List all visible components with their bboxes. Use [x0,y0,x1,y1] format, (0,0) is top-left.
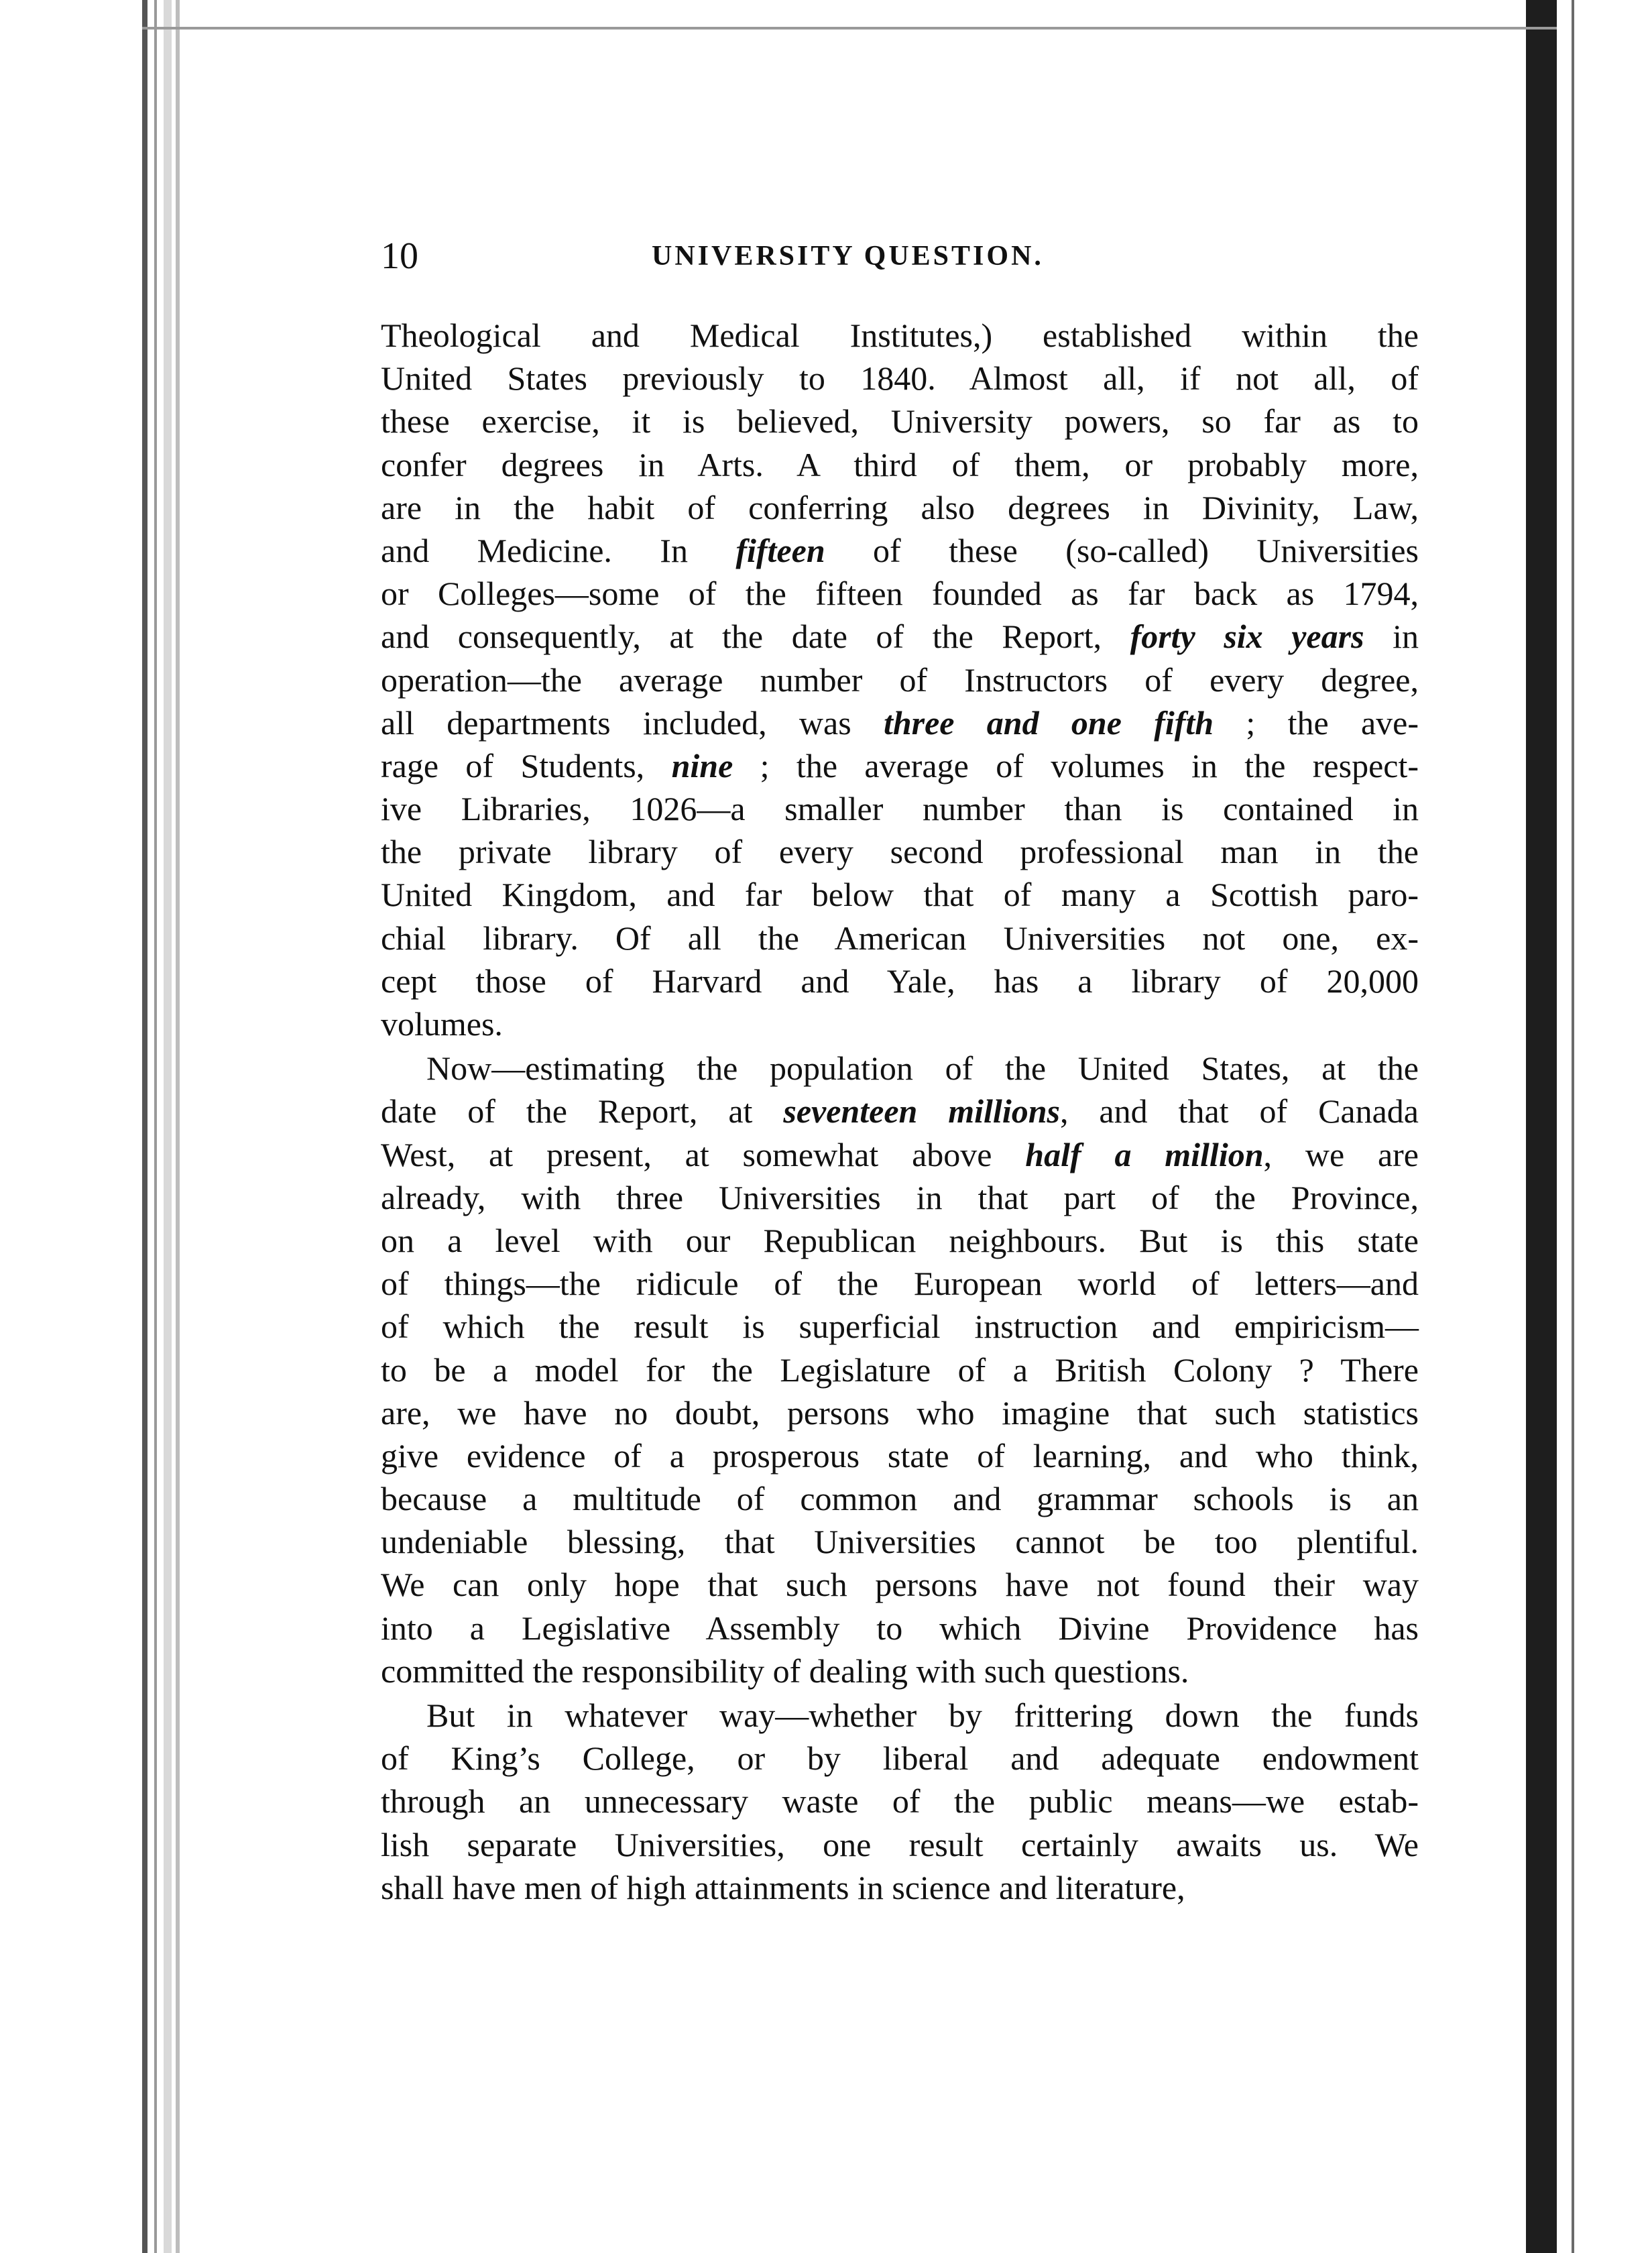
text-run: United States previously to 1840. Almost all, if not all, of [381,359,1419,398]
text-run: already, with three Universities in that part of the Province, [381,1178,1419,1216]
text-run: all departments included, was [381,703,884,742]
paragraph [381,1047,1419,1692]
text-line [381,1176,1419,1219]
text-line [381,744,1419,787]
text-line [381,1047,1419,1090]
text-run: of which the result is superficial instruction and empiricism— [381,1308,1419,1346]
text-line [381,486,1419,529]
text-run: give evidence of a prosperous state of learning, and who think, [381,1436,1419,1475]
text-line [381,1694,1419,1737]
text-run: , we are [1263,1135,1419,1173]
running-title: UNIVERSITY QUESTION. [652,241,1044,272]
text-run: confer degrees in Arts. A third of them, or probably more, [381,445,1419,483]
text-line [381,830,1419,873]
text-line [381,615,1419,658]
text-line [381,1391,1419,1434]
text-run: the private library of every second professional man in the [381,833,1419,871]
text-line [381,1563,1419,1606]
text-line [381,1133,1419,1176]
text-run: on a level with our Republican neighbours. But is this state [381,1221,1419,1259]
text-run: through an unnecessary waste of the public means—we estab- [381,1782,1419,1821]
text-run: date of the Report, at [381,1092,784,1131]
text-run: committed the responsibility of dealing with such questions. [381,1652,1189,1690]
text-line [381,701,1419,744]
text-run: Theological and Medical Institutes,) established within the [381,316,1419,354]
text-page [381,235,1419,1909]
emphasis: three and one fifth [883,703,1214,742]
text-line [381,960,1419,1002]
text-line [381,529,1419,572]
book-spine-edge [154,0,157,2253]
emphasis: half a million [1025,1135,1264,1173]
text-line [381,1477,1419,1520]
paragraph [381,1694,1419,1909]
paragraph [381,314,1419,1045]
body-text [381,314,1419,1909]
text-run: shall have men of high attainments in science and literature, [381,1868,1185,1906]
emphasis: forty six years [1130,618,1364,656]
emphasis: nine [671,746,733,785]
text-line [381,443,1419,486]
emphasis: fifteen [735,531,825,569]
text-line [381,1607,1419,1650]
text-run: lish separate Universities, one result certainly awaits us. We [381,1825,1419,1863]
text-run: cept those of Harvard and Yale, has a library of 20,000 [381,962,1419,1000]
text-run: ; the average of volumes in the respect- [733,746,1419,785]
text-run: or Colleges—some of the fifteen founded as far back as 1794, [381,575,1419,613]
text-run: ive Libraries, 1026—a smaller number than is contained in [381,790,1419,828]
emphasis: seventeen millions [783,1092,1060,1131]
text-line [381,1780,1419,1823]
text-run: into a Legislative Assembly to which Divine Providence has [381,1609,1419,1647]
text-line [381,917,1419,960]
text-run: to be a model for the Legislature of a British Colony ? There [381,1350,1419,1389]
text-line [381,1262,1419,1305]
text-line [381,357,1419,400]
text-line [381,1520,1419,1563]
text-line [381,1305,1419,1348]
text-line [381,873,1419,916]
text-line [381,1090,1419,1133]
text-run: ; the ave- [1214,703,1419,742]
text-run: operation—the average number of Instructors of every degree, [381,660,1419,699]
text-line [381,1823,1419,1866]
text-line [381,1219,1419,1262]
page-shadow-edge [1526,0,1557,2253]
text-run: and consequently, at the date of the Report, [381,618,1130,656]
text-line [381,1348,1419,1391]
text-run: are in the habit of conferring also degrees in Divinity, Law, [381,488,1419,526]
text-line [381,787,1419,830]
text-run: volumes. [381,1005,503,1043]
text-run: West, at present, at somewhat above [381,1135,1026,1173]
page-top-edge [142,27,1557,30]
page-number: 10 [381,235,418,277]
text-run: rage of Students, [381,746,672,785]
text-run: and Medicine. In [381,531,736,569]
text-line [381,572,1419,615]
text-line [381,1866,1419,1909]
running-head [381,235,1419,283]
text-run: of King’s College, or by liberal and adequate endowment [381,1739,1419,1778]
book-spine-edge [176,0,180,2253]
book-spine-edge [164,0,172,2253]
text-line [381,658,1419,701]
text-run: are, we have no doubt, persons who imagine that such statistics [381,1393,1419,1432]
text-run: these exercise, it is believed, University powers, so far as to [381,402,1419,441]
text-run: United Kingdom, and far below that of many a Scottish paro- [381,876,1419,914]
text-run: Now—estimating the population of the United States, at the [426,1049,1419,1088]
text-run: undeniable blessing, that Universities cannot be too plentiful. [381,1523,1419,1561]
text-run: , and that of Canada [1059,1092,1419,1131]
page-shadow-edge [1572,0,1574,2253]
text-run: in [1364,618,1419,656]
text-line [381,1002,1419,1045]
text-line [381,314,1419,357]
text-run: But in whatever way—whether by frittering down the funds [426,1696,1419,1734]
text-line [381,1650,1419,1692]
text-run: because a multitude of common and grammar schools is an [381,1480,1419,1518]
text-run: We can only hope that such persons have not found their way [381,1566,1419,1604]
text-line [381,400,1419,443]
text-line [381,1737,1419,1780]
text-line [381,1434,1419,1477]
text-run: chial library. Of all the American Universities not one, ex- [381,919,1419,957]
text-run: of things—the ridicule of the European world of letters—and [381,1265,1419,1303]
book-spine-edge [142,0,148,2253]
text-run: of these (so-called) Universities [825,531,1419,569]
